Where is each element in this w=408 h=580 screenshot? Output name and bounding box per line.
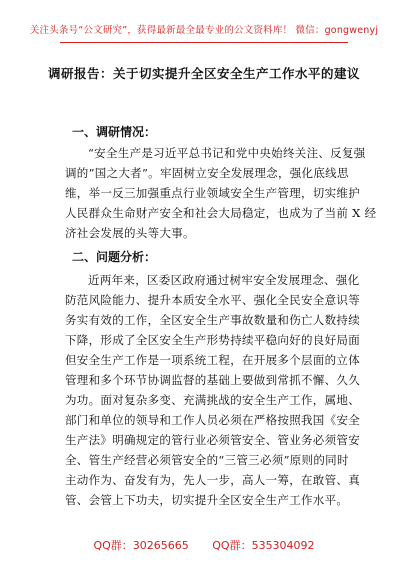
text-line: 部门和单位的领导和工作人员必须在严格按照我国《安全	[65, 413, 360, 427]
text-line: 生产法》明确规定的管行业必须管安全、管业务必须管安	[65, 433, 360, 447]
text-line: 下降，形成了全区安全生产形势持续平稳向好的良好局面	[65, 333, 360, 347]
header-banner: 关注头条号“公文研究”，获得最新最全最专业的公文资料库！ 微信：gongwenyj	[29, 25, 379, 36]
text-line: 近两年来，区委区政府通过树牢安全发展理念、强化	[88, 273, 360, 287]
section-heading-analysis: 二、问题分析：	[72, 250, 157, 264]
header-divider	[60, 42, 348, 43]
text-line: 主动作为、奋发有为，先人一步，高人一筹，在敢管、真	[65, 473, 360, 487]
text-line: 防范风险能力、提升本质安全水平、强化全民安全意识等	[65, 293, 360, 307]
qq-group-1: QQ群：30265665	[93, 539, 189, 552]
text-line: 调的”国之大者”。牢固树立安全发展理念，强化底线思	[65, 166, 349, 180]
text-line: 管、会管上下功夫，切实提升全区安全生产工作水平。	[65, 493, 349, 507]
text-line: “安全生产是习近平总书记和党中央始终关注、反复强	[88, 146, 366, 160]
footer-contacts	[0, 537, 408, 553]
section-heading-survey: 一、调研情况：	[72, 125, 157, 139]
paragraph-analysis	[65, 270, 360, 510]
text-line: 济社会发展的头等大事。	[65, 226, 195, 240]
text-line: 维，举一反三加强重点行业领域安全生产管理，切实维护	[65, 186, 360, 200]
qq-group-2: QQ群：535304092	[212, 539, 315, 552]
text-line: 人民群众生命财产安全和社会大局稳定，也成为了当前 X 经	[65, 206, 377, 220]
text-line: 管理和多个环节协调监督的基础上要做到常抓不懈、久久	[65, 373, 360, 387]
text-line: 全、管生产经营必须管安全的“三管三必须”原则的同时	[65, 453, 349, 467]
document-title: 调研报告：关于切实提升全区安全生产工作水平的建议	[47, 66, 360, 81]
paragraph-survey	[65, 143, 377, 243]
text-line: 务实有效的工作，全区安全生产事故数量和伤亡人数持续	[65, 313, 360, 327]
text-line: 但安全生产工作是一项系统工程，在开展多个层面的立体	[65, 353, 360, 367]
text-line: 为功。面对复杂多变、充满挑战的安全生产工作，属地、	[65, 393, 360, 407]
